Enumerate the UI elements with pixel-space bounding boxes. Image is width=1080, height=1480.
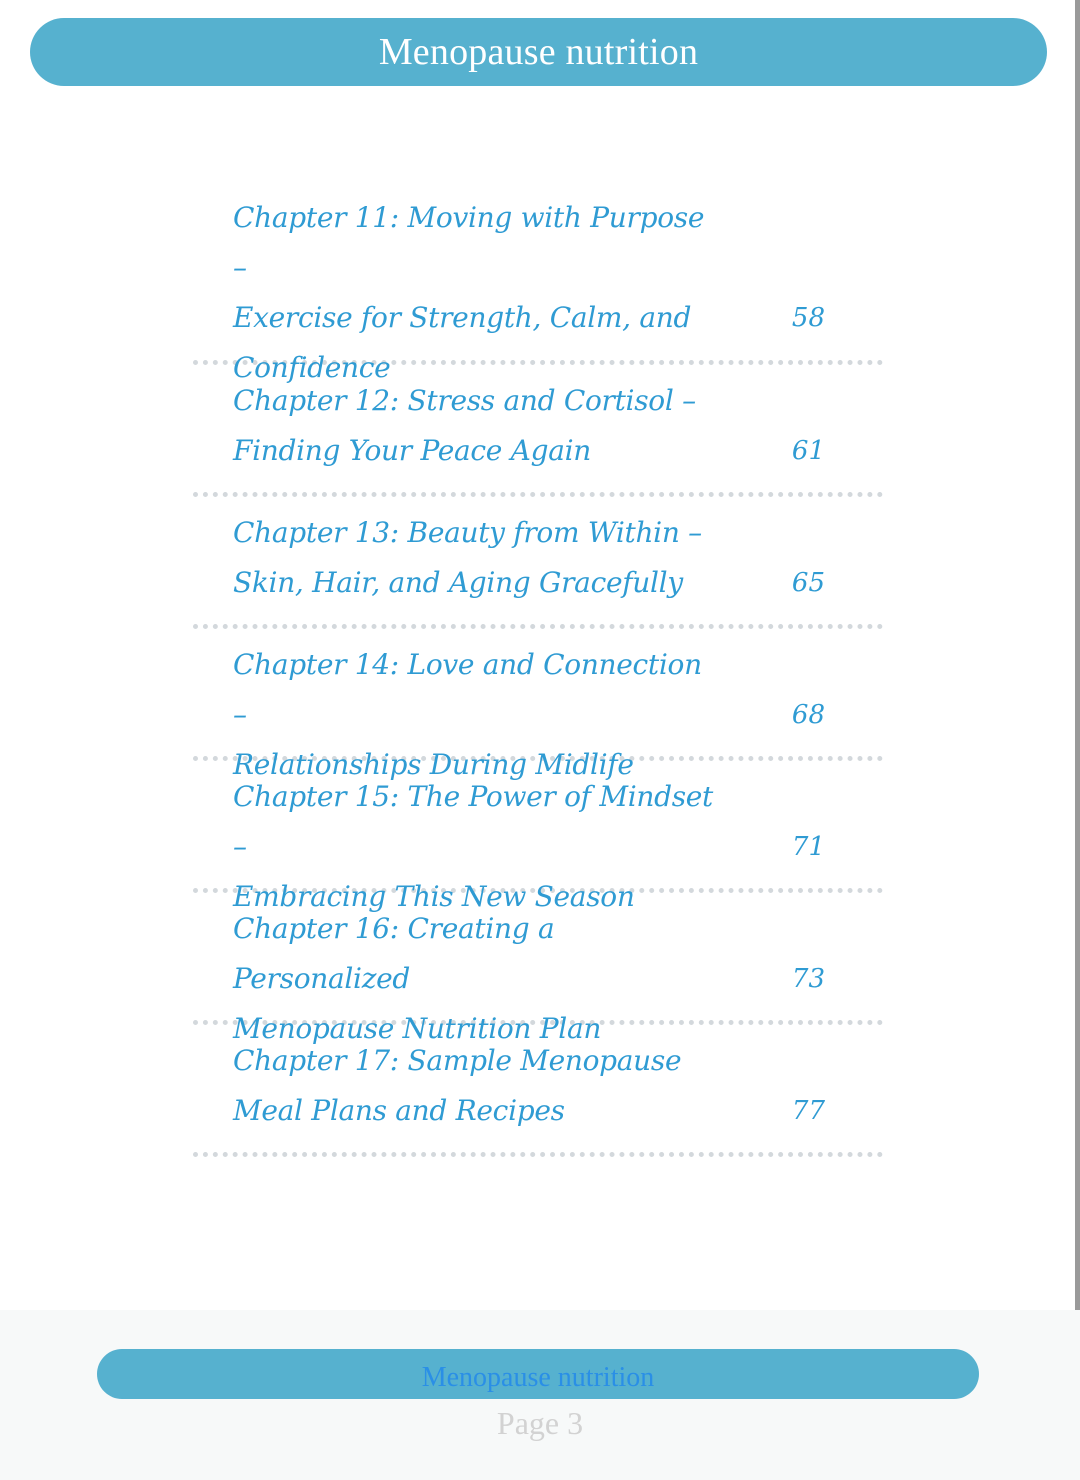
toc-entry-page-number: 65 xyxy=(791,568,825,598)
page-edge-shadow xyxy=(1075,0,1080,1310)
toc-title-line: Chapter 14: Love and Connection – xyxy=(233,648,702,731)
toc-entry[interactable] xyxy=(193,497,883,629)
footer-banner xyxy=(97,1349,979,1399)
toc-title-line: Chapter 15: The Power of Mindset – xyxy=(233,780,714,863)
toc-title-line: Chapter 13: Beauty from Within – xyxy=(233,516,702,549)
toc-title-line: Embracing This New Season xyxy=(233,880,635,913)
toc-entry-page-number: 77 xyxy=(791,1096,825,1126)
toc-entry-page-number: 68 xyxy=(791,700,825,730)
toc-entry[interactable] xyxy=(193,190,883,384)
page-number: Page 3 xyxy=(496,1405,584,1441)
toc-title-line: Menopause Nutrition Plan xyxy=(233,1012,602,1045)
toc-title-line: Chapter 11: Moving with Purpose – xyxy=(233,201,705,284)
header-title: Menopause nutrition xyxy=(378,31,699,73)
toc-entry[interactable] xyxy=(193,1025,883,1157)
toc-entry[interactable] xyxy=(193,365,883,497)
toc-title-line: Chapter 17: Sample Menopause xyxy=(233,1044,682,1077)
toc-entry-title xyxy=(193,1025,723,1136)
table-of-contents xyxy=(193,190,883,1157)
toc-entry-page-number: 71 xyxy=(791,832,825,862)
toc-entry[interactable] xyxy=(193,629,883,781)
toc-entry[interactable] xyxy=(193,893,883,1045)
footer-title: Menopause nutrition xyxy=(421,1362,655,1393)
toc-entry-title xyxy=(193,190,723,393)
toc-entry-page-number: 73 xyxy=(791,964,825,994)
toc-title-line: Chapter 16: Creating a Personalized xyxy=(233,912,555,995)
toc-title-line: Confidence xyxy=(233,351,391,384)
toc-title-line: Chapter 12: Stress and Cortisol – xyxy=(233,384,696,417)
header-banner xyxy=(30,18,1047,86)
toc-title-line: Meal Plans and Recipes xyxy=(233,1094,565,1127)
toc-title-line: Relationships During Midlife xyxy=(233,748,634,781)
toc-title-line: Finding Your Peace Again xyxy=(233,434,592,467)
toc-title-line: Skin, Hair, and Aging Gracefully xyxy=(233,566,683,599)
toc-entry-title xyxy=(193,497,723,608)
toc-entry[interactable] xyxy=(193,761,883,913)
toc-entry-page-number: 58 xyxy=(791,303,825,333)
toc-entry-page-number: 61 xyxy=(791,436,825,466)
toc-entry-title xyxy=(193,365,723,476)
toc-title-line: Exercise for Strength, Calm, and xyxy=(233,301,692,334)
